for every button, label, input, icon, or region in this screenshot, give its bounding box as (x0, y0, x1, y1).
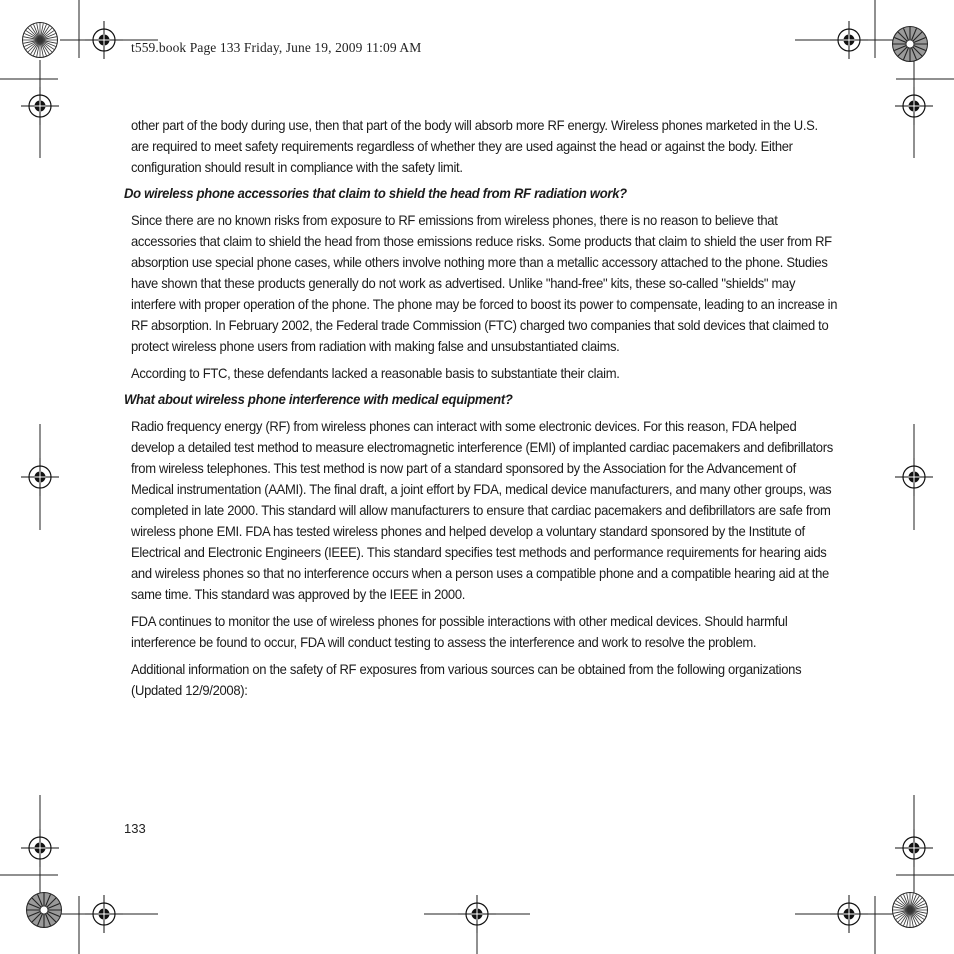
paragraph-body-absorption: other part of the body during use, then that part of the body will absorb more RF energy. Wireless phones marketed in the U.S. are required to meet safety requirements regardless of whether they are used against the head or against the body. Either configuration should result in compliance with the safety limit. (131, 117, 818, 175)
book-header-slug: t559.book Page 133 Friday, June 19, 2009 11:09 AM (131, 40, 422, 55)
paragraph-shield-accessories: Since there are no known risks from exposure to RF emissions from wireless phones, there is no reason to believe that accessories that claim to shield the head from those emissions reduce risks. Some products that claim to shield the user from RF absorption use special phone cases, while others involve nothing more than a metallic accessory attached to the phone. Studies have shown that these products generally do not work as advertised. Unlike "hand-free" kits, these so-called "shields" may interfere with proper operation of the phone. The phone may be forced to boost its power to compensate, leading to an increase in RF absorption. In February 2002, the Federal trade Commission (FTC) charged two companies that sold devices that claimed to protect wireless phone users from radiation with making false and unsubstantiated claims. (131, 212, 838, 354)
paragraph-fda-monitoring: FDA continues to monitor the use of wireless phones for possible interactions with other medical devices. Should harmful interference be found to occur, FDA will conduct testing to assess the interference and work to resolve the problem. (131, 613, 788, 650)
page-number: 133 (124, 821, 146, 836)
paragraph-additional-information: Additional information on the safety of RF exposures from various sources can be obtained from the following organizations (Updated 12/9/2008): (131, 661, 802, 698)
heading-medical-interference: What about wireless phone interference with medical equipment? (124, 391, 513, 407)
heading-shield-accessories: Do wireless phone accessories that claim to shield the head from RF radiation work? (124, 185, 627, 201)
paragraph-ftc-claim: According to FTC, these defendants lacked a reasonable basis to substantiate their claim. (131, 365, 620, 381)
paragraph-medical-interference: Radio frequency energy (RF) from wireless phones can interact with some electronic devices. For this reason, FDA helped develop a detailed test method to measure electromagnetic interference (EMI) of implanted cardiac pacemakers and defibrillators from wireless telephones. This test method is now part of a standard sponsored by the Association for the Advancement of Medical instrumentation (AAMI). The final draft, a joint effort by FDA, medical device manufacturers, and many other groups, was completed in late 2000. This standard will allow manufacturers to ensure that cardiac pacemakers and defibrillators are safe from wireless phone EMI. FDA has tested wireless phones and helped develop a voluntary standard sponsored by the Institute of Electrical and Electronic Engineers (IEEE). This standard specifies test methods and performance requirements for hearing aids and wireless phones so that no interference occurs when a person uses a compatible phone and a compatible hearing aid at the same time. This standard was approved by the IEEE in 2000. (131, 418, 833, 602)
page-body (0, 115, 954, 707)
